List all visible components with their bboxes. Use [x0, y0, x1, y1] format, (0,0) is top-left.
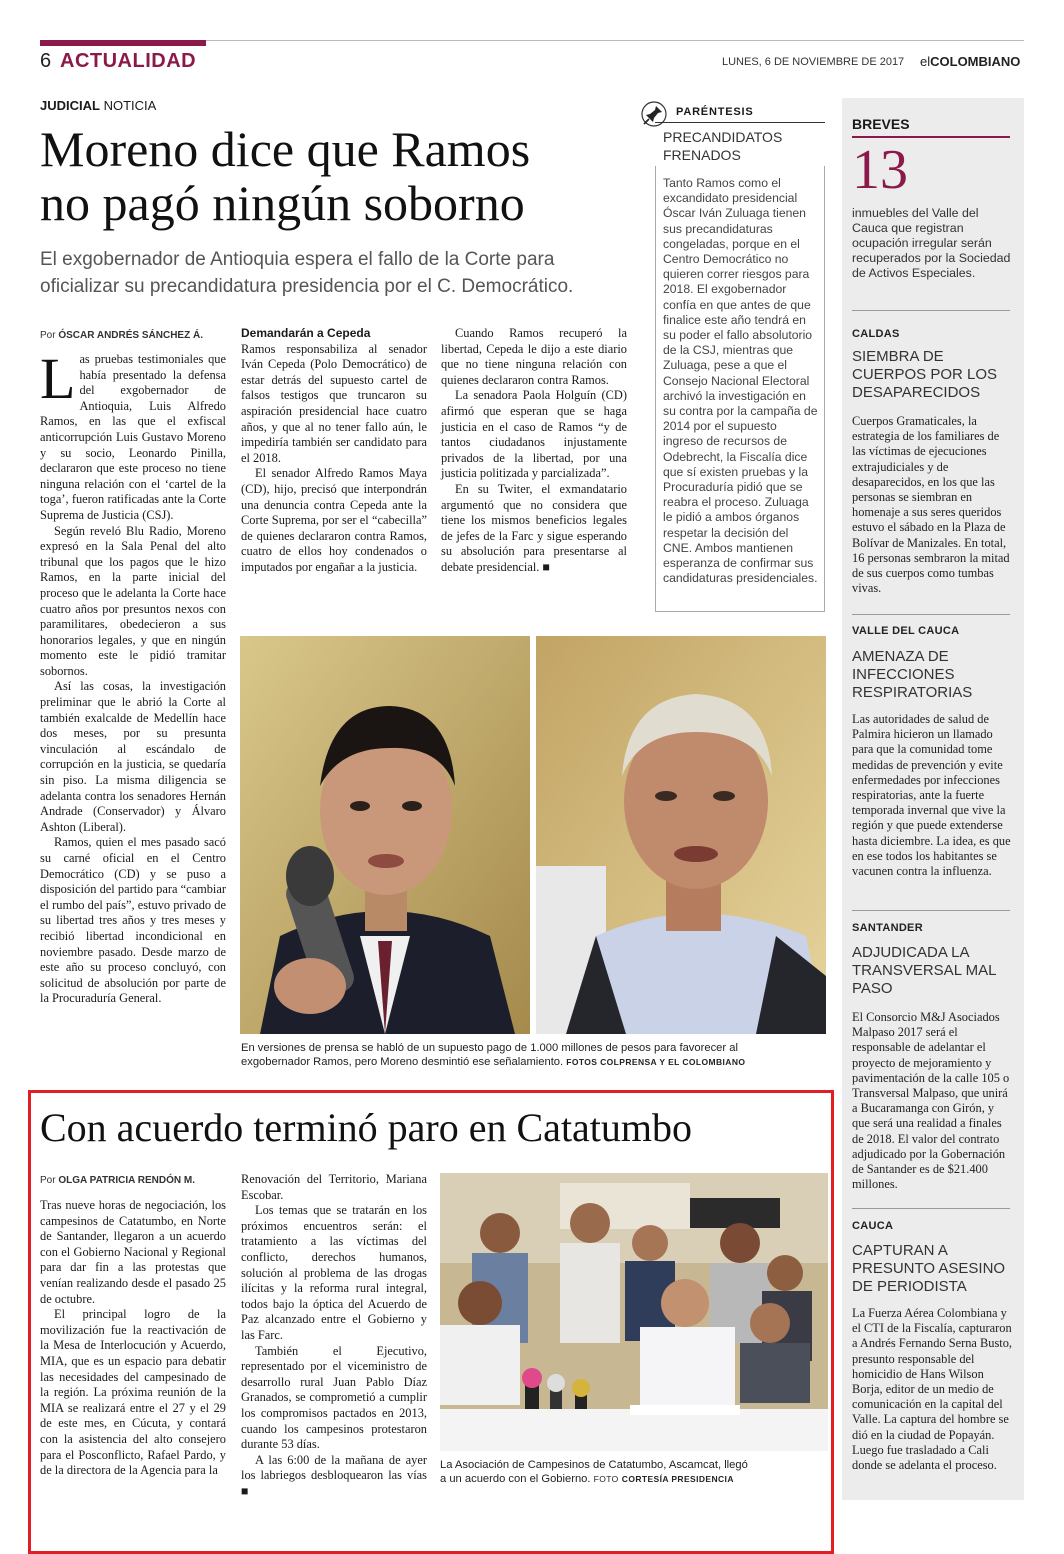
article-subhead: Demandarán a Cepeda	[241, 326, 371, 340]
article-column-2	[241, 326, 427, 576]
article-paragraph: Así las cosas, la investigación preliminar que le abrió la Corte al también exalcalde de Medellín hace dos meses, por su presunta vinculación al escándalo de corrupción en la justicia, se quedaría sin piso. La misma diligencia se adelanta contra los senadores Hernán Andrade (Conservador) y Álvaro Ashton (Liberal).	[40, 679, 226, 834]
photo-ramos	[536, 636, 826, 1034]
breves-label: BREVES	[852, 116, 910, 132]
page-number: 6	[40, 50, 52, 72]
photo-caption	[241, 1041, 827, 1069]
breve-headline: ADJUDICADA LA TRANSVERSAL MAL PASO	[852, 944, 996, 997]
article-column-1	[40, 346, 226, 1007]
catatumbo-column-2	[241, 1172, 427, 1499]
article-byline	[40, 330, 203, 341]
catatumbo-headline: Con acuerdo terminó paro en Catatumbo	[40, 1105, 693, 1150]
breve-body: La Fuerza Aérea Colombiana y el CTI de la Fiscalía, capturaron a Andrés Fernando Serna Busto, presunto responsable del homicidio de Hans Wilson Borja, editor de un medio de comunicación en la capital del Valle. La captura del hombre se dió en la ciudad de Popayán. Luego fue trasladado a Cali donde se adelanta el proceso.	[852, 1306, 1013, 1473]
breve-body: Las autoridades de salud de Palmira hicieron un llamado para que la comunidad tome medidas de prevención y evite enfermedades por infecciones respiratorias, ante la fuerte temporada invernal que vive la región y que puede extenderse hasta diciembre. La idea, es que en ese todos los habitantes se vacunen contra la influenza.	[852, 712, 1011, 879]
caption-line: a un acuerdo con el Gobierno. FOTO CORTESÍA PRESIDENCIA	[440, 1473, 734, 1485]
breve-location: VALLE DEL CAUCA	[852, 625, 960, 637]
parentesis-title-line: FRENADOS	[663, 147, 741, 163]
parentesis-rule	[655, 122, 825, 123]
breves-big-number: 13	[852, 139, 908, 201]
breves-divider	[852, 614, 1010, 615]
section-color-bar	[40, 40, 206, 46]
parentesis-label: PARÉNTESIS	[676, 106, 754, 118]
headline-line: no pagó ningún soborno	[40, 175, 525, 231]
newspaper-logo	[920, 54, 1020, 69]
photo-catatumbo-agreement	[440, 1173, 828, 1451]
catatumbo-byline	[40, 1175, 195, 1186]
breves-divider	[852, 1208, 1010, 1209]
parentesis-title-line: PRECANDIDATOS	[663, 129, 783, 145]
article-paragraph: Ramos responsabiliza al senador Iván Cepeda (Polo Democrático) de estar detrás del supuesto cartel de falsos testigos que truncaron su aspiración presidencial hace cuatro años, y que al no tener fallo aún, le impediría también ser candidato para el 2018.	[241, 341, 427, 465]
breves-rule	[852, 136, 1010, 138]
photo-credit: CORTESÍA PRESIDENCIA	[621, 1474, 734, 1484]
breve-body: Cuerpos Gramaticales, la estrategia de los familiares de las víctimas de ejecuciones extrajudiciales y de desaparecidos, en los que las personas se siembran en homenaje a sus seres queridos estuvo el sábado en la Plaza de Bolívar de Manizales. En total, 16 personas sembraron la mitad de sus cuerpos como tumbas vivas.	[852, 414, 1010, 596]
breve-headline: CAPTURAN A PRESUNTO ASESINO DE PERIODISTA	[852, 1242, 1006, 1295]
caption-line: La Asociación de Campesinos de Catatumbo, Ascamcat, llegó	[440, 1459, 748, 1471]
article-deck	[40, 246, 630, 300]
article-paragraph: El senador Alfredo Ramos Maya (CD), hijo, precisó que interpondrán una denuncia contra Cepeda ante la Corte Suprema, por ser el “cabecilla” de quienes declararon contra Ramos, cuatro de ellos hoy condenados o imputados por engañar a la justicia.	[241, 466, 427, 574]
section-name: ACTUALIDAD	[60, 50, 197, 72]
deck-line: oficializar su precandidatura presidencia por el C. Democrático.	[40, 276, 574, 297]
logo-prefix: el	[920, 54, 931, 69]
catatumbo-column-1	[40, 1198, 226, 1479]
headline-line: Moreno dice que Ramos	[40, 121, 531, 177]
breves-number-text: inmuebles del Valle del Cauca que registran ocupación irregular serán recuperados por la Sociedad de Activos Especiales.	[852, 206, 1011, 280]
caption-line: En versiones de prensa se habló de un supuesto pago de 1.000 millones de pesos para favorecer al	[241, 1042, 738, 1054]
byline-prefix: Por	[40, 1175, 56, 1186]
logo-name: COLOMBIANO	[930, 54, 1021, 69]
parentesis-body: Tanto Ramos como el excandidato presidencial Óscar Iván Zuluaga tienen sus precandidaturas congeladas, porque en el Centro Democrático no quieren correr riesgos para 2018. El exgobernador confía en que antes de que finalice este año tendrá en su poder el fallo absolutorio de la CSJ, mientras que Zuluaga, pese a que el Consejo Nacional Electoral archivó la investigación en su contra por la campaña de 2014 por el supuesto ingreso de recursos de Odebrecht, la Fiscalía dice que sí existen pruebas y la Procuraduría pidió que se reabra el proceso. Zuluaga le pidió a ambos órganos respetar la decisión del CNE. Ambos mantienen esperanza de confirmar sus candidaturas presidenciales.	[663, 176, 818, 586]
article-paragraph: El principal logro de la movilización fue la reactivación de la Mesa de Interlocución y Acuerdo, MIA, que es un espacio para debatir las necesidades del campesinado de la región. La próxima reunión de la MIA se realizará entre el 27 y el 29 de este mes, en Cúcuta, y contará con la asistencia del alto consejero para el Posconflicto, Rafael Pardo, y de la directora de la Agencia para la	[40, 1307, 226, 1478]
article-paragraph: Renovación del Territorio, Mariana Escobar.	[241, 1172, 427, 1202]
article-paragraph: Según reveló Blu Radio, Moreno expresó en la Sala Penal del alto tribunal que los pagos que le hizo Ramos, en la parte inicial del proceso que le adelanta la Corte hace cuatro años por presuntos nexos con paramilitares, obedecieron a sus honorarios legales, y que en ningún momento este le pidió tramitar sobornos.	[40, 523, 226, 678]
breve-body: El Consorcio M&J Asociados Malpaso 2017 será el responsable de adelantar el proyecto de mejoramiento y pavimentación de la calle 105 o Transversal Malpaso, que unirá a Bucaramanga con Girón, y que será una realidad a finales de 2018. El valor del contrato adjudicado por la Gobernación de Santander es de $21.400 millones.	[852, 1010, 1010, 1192]
deck-line: El exgobernador de Antioquia espera el fallo de la Corte para	[40, 249, 555, 270]
article-paragraph: Tras nueve horas de negociación, los campesinos de Catatumbo, en Norte de Santander, llegaron a un acuerdo con el Gobierno Nacional y Regional para dar fin a las protestas que venían realizando desde el pasado 25 de octubre.	[40, 1198, 226, 1306]
breve-location: SANTANDER	[852, 922, 923, 934]
article-paragraph: Los temas que se tratarán en los próximos encuentros serán: el tratamiento a las víctimas del conflicto, derechos humanos, solución al problema de las drogas ilícitas y la reforma rural integral, todos bajo la óptica del Acuerdo de Paz alcanzado entre el Gobierno y las Farc.	[241, 1203, 427, 1342]
caption-line: exgobernador Ramos, pero Moreno desmintió ese señalamiento. FOTOS COLPRENSA Y EL COLOMBIANO	[241, 1056, 746, 1068]
breve-location: CALDAS	[852, 328, 900, 340]
breve-headline: AMENAZA DE INFECCIONES RESPIRATORIAS	[852, 648, 973, 701]
photo-credit-prefix: FOTO	[593, 1474, 619, 1484]
breve-headline: SIEMBRA DE CUERPOS POR LOS DESAPARECIDOS	[852, 348, 998, 401]
article-paragraph: En su Twiter, el exmandatario argumentó que no considera que tiene los mismos beneficios legales de jefes de la Farc y sigue esperando su absolución para presentarse al debate presidencial. ■	[441, 481, 627, 574]
article-headline	[40, 122, 640, 230]
catatumbo-caption	[440, 1458, 830, 1486]
article-kicker	[40, 98, 156, 113]
drop-cap: L	[40, 346, 76, 411]
article-paragraph: Ramos, quien el mes pasado sacó su carné oficial en el Centro Democrático (CD) y se puso a disposición del partido para “cambiar el rumbo del país”, estuvo privado de su libertad tres años y tres meses y recibió libertad incondicional en noviembre pasado. Desde marzo de este año su proceso concluyó, con solicitud de absolución por parte de la Procuraduría General.	[40, 835, 226, 1006]
byline-author: OLGA PATRICIA RENDÓN M.	[58, 1175, 196, 1186]
photo-moreno	[240, 636, 530, 1034]
byline-author: ÓSCAR ANDRÉS SÁNCHEZ Á.	[58, 330, 203, 341]
photo-credit: FOTOS COLPRENSA Y EL COLOMBIANO	[566, 1057, 746, 1067]
article-paragraph: La senadora Paola Holguín (CD) afirmó que esperan que se haga justicia en el caso de Ramos “y de tantos ciudadanos injustamente privados de la libertad, por una justicia politizada y parcializada”.	[441, 388, 627, 481]
article-paragraph: Cuando Ramos recuperó la libertad, Cepeda le dijo a este diario que no tiene ninguna relación con quienes declararon contra Ramos.	[441, 326, 627, 387]
article-paragraph: A las 6:00 de la mañana de ayer los labriegos desbloquearon las vías ■	[241, 1452, 427, 1498]
byline-prefix: Por	[40, 330, 56, 341]
article-paragraph: Las pruebas testimoniales que había presentado la defensa del exgobernador de Antioquia, Luis Alfredo Ramos, en las que el exfiscal anticorrupción Luis Gustavo Moreno y su socio, Leonardo Pinilla, declararon que este proceso no tiene ninguna relación con el ‘cartel de la toga’, fueron ratificadas ante la Corte Suprema de Justicia (CSJ).	[40, 346, 226, 522]
kicker-category: JUDICIAL	[40, 98, 100, 113]
breves-divider	[852, 310, 1010, 311]
kicker-type: NOTICIA	[103, 98, 157, 113]
pushpin-icon	[640, 100, 668, 128]
breves-divider	[852, 910, 1010, 911]
parentesis-title	[663, 128, 823, 164]
article-column-3	[441, 326, 627, 576]
breve-location: CAUCA	[852, 1220, 894, 1232]
issue-date: LUNES, 6 DE NOVIEMBRE DE 2017	[722, 56, 905, 68]
article-paragraph: También el Ejecutivo, representado por el viceministro de desarrollo rural Juan Pablo Díaz Granados, se comprometió a cumplir los compromisos pactados en 2013, cuando los campesinos protestaron durante 53 días.	[241, 1343, 427, 1452]
